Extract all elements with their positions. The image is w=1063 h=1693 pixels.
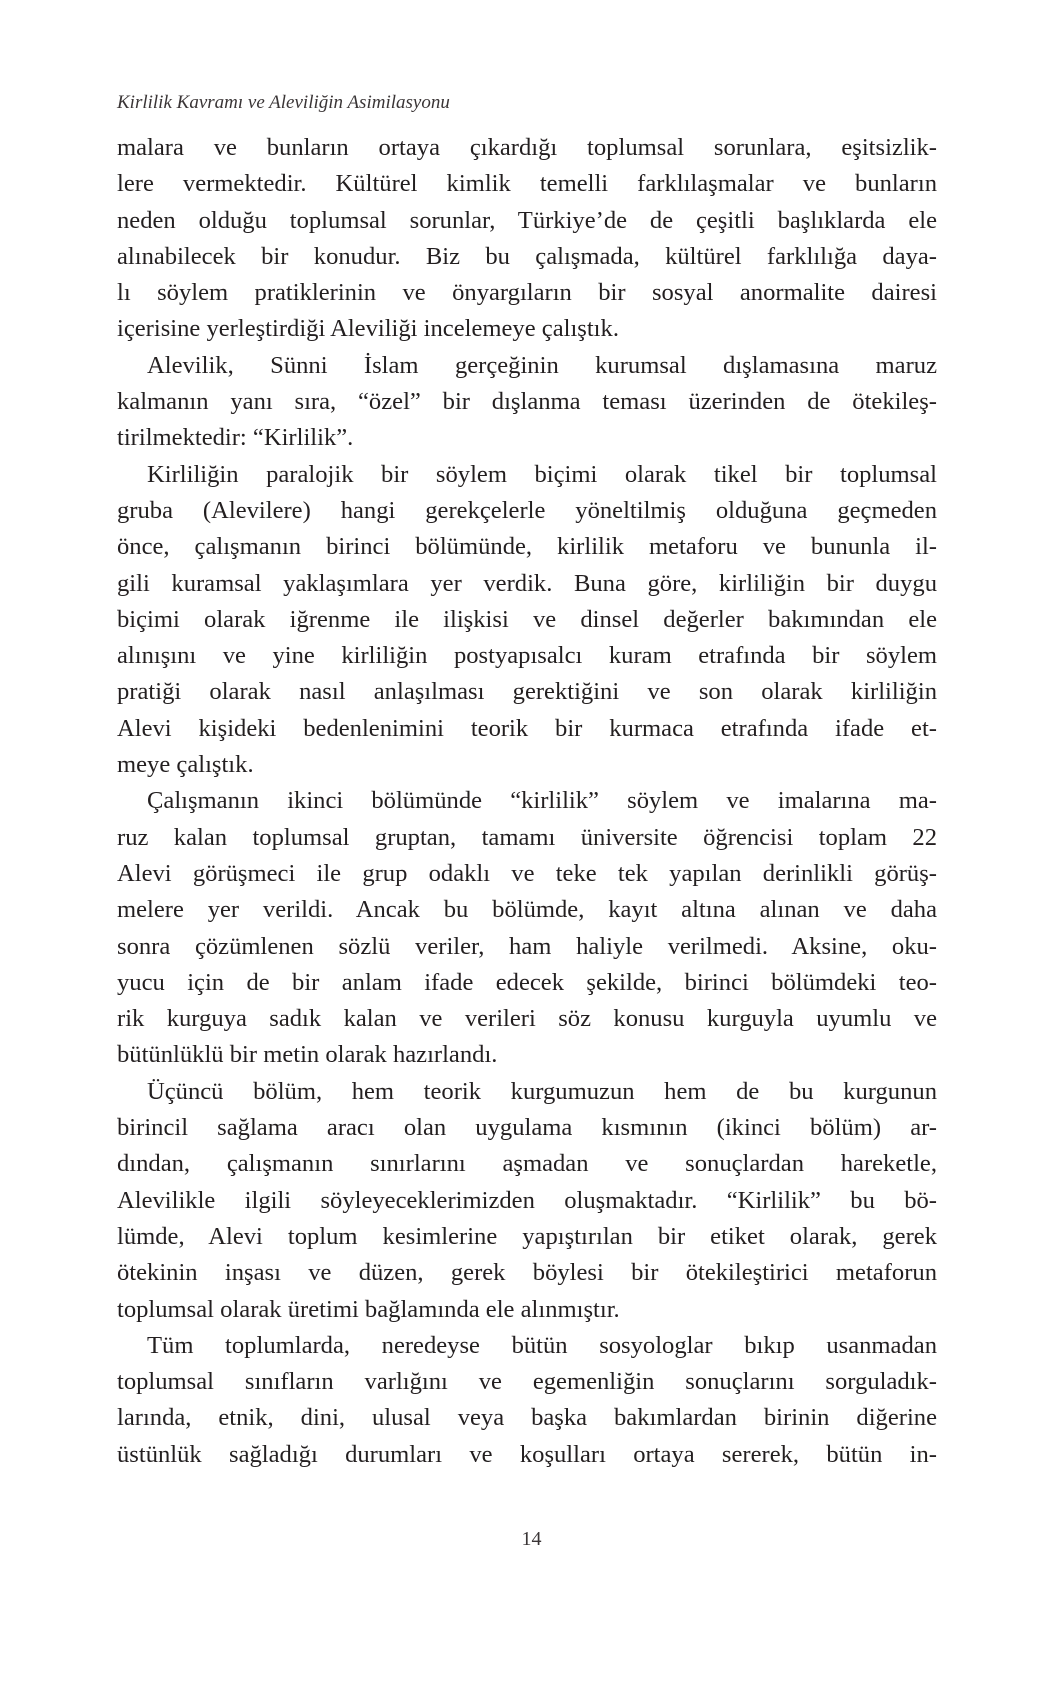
text-line: sonra çözümlenen sözlü veriler, ham haliyle verilmedi. Aksine, oku- — [117, 932, 937, 960]
text-line: lı söylem pratiklerinin ve önyargıların bir sosyal anormalite dairesi — [117, 279, 937, 307]
text-line: malara ve bunların ortaya çıkardığı toplumsal sorunlara, eşitsizlik- — [117, 134, 937, 161]
text-line: Alevi kişideki bedenlenimini teorik bir kurmaca etrafında ifade et- — [117, 714, 937, 742]
text-line: toplumsal sınıfların varlığını ve egemenliğin sonuçlarını sorguladık- — [117, 1368, 937, 1396]
paragraph — [117, 783, 937, 1073]
text-line: gili kuramsal yaklaşımlara yer verdik. Buna göre, kirliliğin bir duygu — [117, 569, 937, 597]
text-line: bütünlüklü bir metin olarak hazırlandı. — [117, 1041, 498, 1069]
text-line: Alevilik, Sünni İslam gerçeğinin kurumsal dışlamasına maruz — [147, 351, 937, 379]
text-line: neden olduğu toplumsal sorunlar, Türkiye’de de çeşitli başlıklarda ele — [117, 206, 937, 234]
text-line: lere vermektedir. Kültürel kimlik temelli farklılaşmalar ve bunların — [117, 170, 937, 198]
paragraph — [117, 457, 937, 784]
text-line: dından, çalışmanın sınırlarını aşmadan ve sonuçlardan hareketle, — [117, 1150, 937, 1178]
text-line: biçimi olarak iğrenme ile ilişkisi ve dinsel değerler bakımından ele — [117, 605, 937, 633]
text-line: içerisine yerleştirdiği Aleviliği incelemeye çalıştık. — [117, 315, 619, 343]
text-line: lümde, Alevi toplum kesimlerine yapıştırılan bir etiket olarak, gerek — [117, 1222, 937, 1250]
text-line: alınışını ve yine kirliliğin postyapısalcı kuram etrafında bir söylem — [117, 642, 937, 670]
text-line: tirilmektedir: “Kirlilik”. — [117, 424, 354, 452]
text-line: birincil sağlama aracı olan uygulama kısmının (ikinci bölüm) ar- — [117, 1114, 937, 1142]
paragraph — [117, 130, 937, 348]
running-header: Kirlilik Kavramı ve Aleviliğin Asimilasyonu — [117, 92, 450, 113]
text-line: Alevi görüşmeci ile grup odaklı ve teke tek yapılan derinlikli görüş- — [117, 859, 937, 887]
text-line: önce, çalışmanın birinci bölümünde, kirlilik metaforu ve bununla il- — [117, 533, 937, 561]
paragraph — [117, 1328, 937, 1473]
text-line: toplumsal olarak üretimi bağlamında ele alınmıştır. — [117, 1295, 620, 1323]
text-line: üstünlük sağladığı durumları ve koşulları ortaya sererek, bütün in- — [117, 1440, 937, 1468]
text-line: rik kurguya sadık kalan ve verileri söz konusu kurguyla uyumlu ve — [117, 1005, 937, 1033]
text-line: alınabilecek bir konudur. Biz bu çalışmada, kültürel farklılığa daya- — [117, 242, 937, 270]
page-number: 14 — [521, 1528, 542, 1550]
text-line: ötekinin inşası ve düzen, gerek böylesi bir ötekileştirici metaforun — [117, 1259, 937, 1287]
text-line: yucu için de bir anlam ifade edecek şekilde, birinci bölümdeki teo- — [117, 968, 937, 996]
text-line: Çalışmanın ikinci bölümünde “kirlilik” söylem ve imalarına ma- — [147, 787, 937, 815]
text-line: melere yer verildi. Ancak bu bölümde, kayıt altına alınan ve daha — [117, 896, 937, 924]
paragraph — [117, 348, 937, 457]
text-line: gruba (Alevilere) hangi gerekçelerle yöneltilmiş olduğuna geçmeden — [117, 496, 937, 524]
paragraph — [117, 1074, 937, 1328]
text-line: meye çalıştık. — [117, 751, 254, 779]
text-line: Üçüncü bölüm, hem teorik kurgumuzun hem de bu kurgunun — [147, 1077, 937, 1105]
text-line: Alevilikle ilgili söyleyeceklerimizden oluşmaktadır. “Kirlilik” bu bö- — [117, 1186, 937, 1214]
text-line: kalmanın yanı sıra, “özel” bir dışlanma teması üzerinden de ötekileş- — [117, 388, 937, 416]
text-line: pratiği olarak nasıl anlaşılması gerektiğini ve son olarak kirliliğin — [117, 678, 937, 706]
text-line: Kirliliğin paralojik bir söylem biçimi olarak tikel bir toplumsal — [147, 460, 937, 488]
text-line: ruz kalan toplumsal gruptan, tamamı üniversite öğrencisi toplam 22 — [117, 823, 937, 851]
text-line: larında, etnik, dini, ulusal veya başka bakımlardan birinin diğerine — [117, 1404, 937, 1432]
body-text — [117, 130, 937, 1473]
text-line: Tüm toplumlarda, neredeyse bütün sosyologlar bıkıp usanmadan — [147, 1331, 937, 1359]
